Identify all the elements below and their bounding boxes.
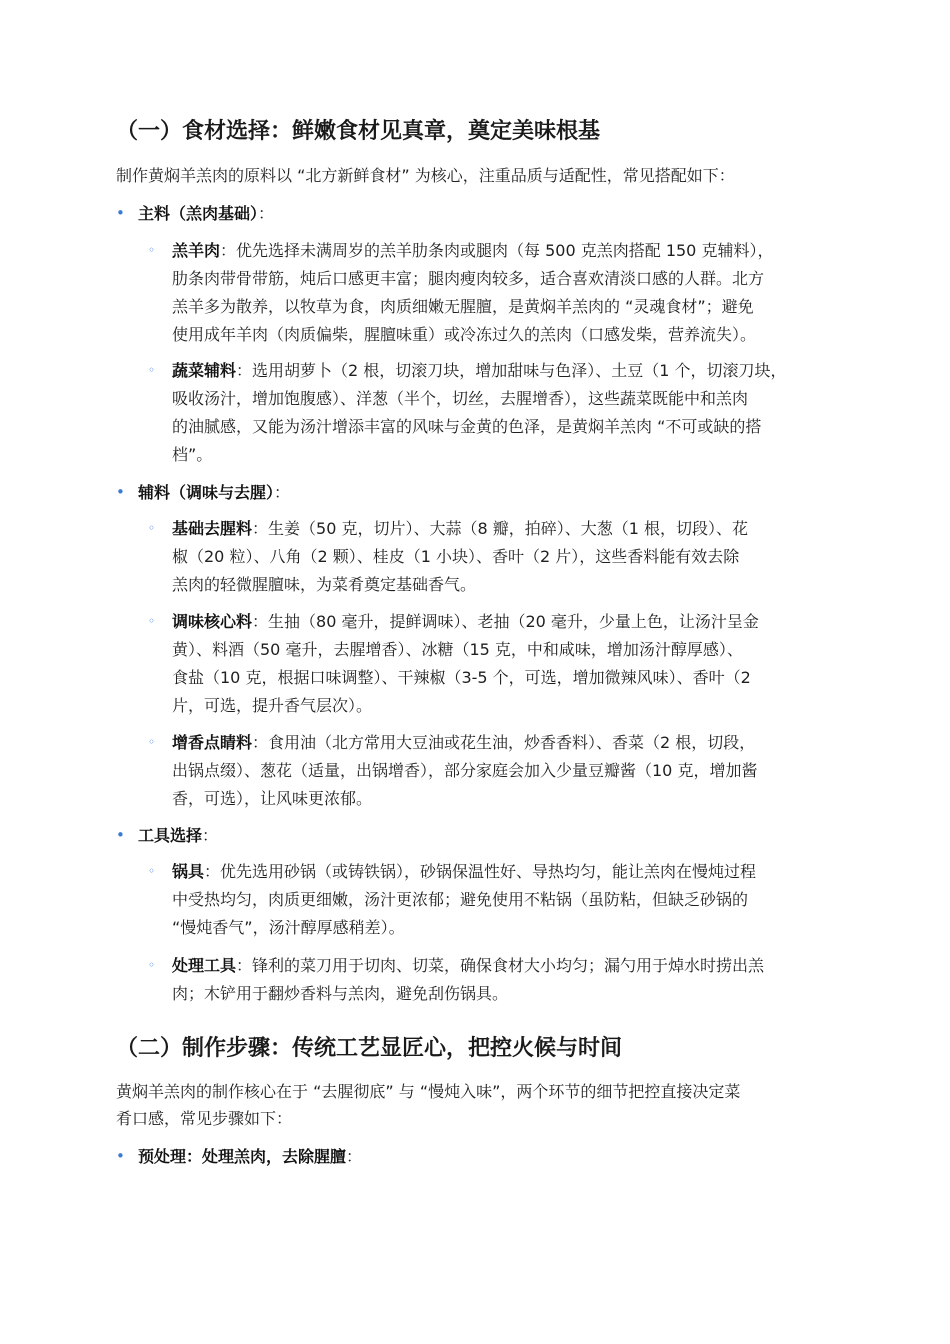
section1-heading: （一）食材选择：鲜嫩食材见真章，奠定美味根基 (116, 119, 601, 144)
bullet-tools-label: 工具选择 (138, 826, 203, 845)
bullet-dot-icon: • (116, 826, 125, 844)
sub-item-term: 基础去腥料 (172, 519, 253, 538)
sub-item-term: 处理工具 (172, 956, 237, 975)
circle-bullet-icon: ◦ (148, 958, 156, 972)
document-page: （一）食材选择：鲜嫩食材见真章，奠定美味根基 制作黄焖羊羔肉的原料以 “北方新鲜食材” 为核心，注重品质与适配性，常见搭配如下： • 主料（羔肉基础）： ◦ 羔羊肉：优先选择未满周岁的羔羊肋条肉或腿肉（每 500 克羔肉搭配 150 克辅料）， 肋条肉带骨带筋，炖后口感更丰富；腿肉瘦肉较多，适合喜欢清淡口感的人群。北方 羔羊多为散养，以牧草为食，肉质细嫩无腥膻，是黄焖羊羔肉的 “灵魂食材”；避免 使用成年羊肉（肉质偏柴，腥膻味重）或冷冻过久的羔肉（口感发柴，营养流失）。 ◦ 蔬菜辅料：选用胡萝卜（2 根，切滚刀块，增加甜味与色泽）、土豆（1 个，切滚刀块， 吸收汤汁，增加饱腹感）、洋葱（半个，切丝，去腥增香），这些蔬菜既能中和羔肉 的油腻感，又能为汤汁增添丰富的风味与金黄的色泽，是黄焖羊羔肉 “不可或缺的搭 档”。 • 辅料（调味与去腥）： ◦ 基础去腥料：生姜（50 克，切片）、大蒜（8 瓣，拍碎）、大葱（1 根，切段）、花 椒（20 粒）、八角（2 颗）、桂皮（1 小块）、香叶（2 片），这些香料能有效去除 羔肉的轻微腥膻味，为菜肴奠定基础香气。 ◦ 调味核心料：生抽（80 毫升，提鲜调味）、老抽（20 毫升，少量上色，让汤汁呈金 黄）、料酒（50 毫升，去腥增香）、冰糖（15 克，中和咸味，增加汤汁醇厚感）、 食盐（10 克，根据口味调整）、干辣椒（3-5 个，可选，增加微辣风味）、香叶（2 片，可选，提升香气层次）。 ◦ 增香点睛料：食用油（北方常用大豆油或花生油，炒香香料）、香菜（2 根，切段， 出锅点缀）、葱花（适量，出锅增香），部分家庭会加入少量豆瓣酱（10 克，增加酱 香，可选），让风味更浓郁。 • 工具选择： ◦ 锅具：优先选用砂锅（或铸铁锅），砂锅保温性好、导热均匀，能让羔肉在慢炖过程 中受热均匀，肉质更细嫩，汤汁更浓郁；避免使用不粘锅（虽防粘，但缺乏砂锅的 “慢炖香气”，汤汁醇厚感稍差）。 ◦ 处理工具：锋利的菜刀用于切肉、切菜，确保食材大小均匀；漏勺用于焯水时捞出羔 肉；木铲用于翻炒香料与羔肉，避免刮伤锅具。 （二）制作步骤：传统工艺显匠心，把控火候与时间 黄焖羊羔肉的制作核心在于 “去腥彻底” 与 “慢炖入味”，两个环节的细节把控直接决定菜 肴口感，常见步骤如下： • 预处理：处理羔肉，去除腥膻： (0, 0, 950, 1344)
sub-item-term: 增香点睛料 (172, 733, 253, 752)
circle-bullet-icon: ◦ (148, 363, 156, 377)
sub-item-term: 调味核心料 (172, 612, 253, 631)
bullet-dot-icon: • (116, 483, 125, 501)
sub-item-term: 羔羊肉 (172, 241, 221, 260)
bullet-main-label: 主料（羔肉基础） (138, 204, 259, 223)
sub-item-term: 蔬菜辅料 (172, 361, 237, 380)
circle-bullet-icon: ◦ (148, 864, 156, 878)
section2-intro: 黄焖羊羔肉的制作核心在于 “去腥彻底” 与 “慢炖入味”，两个环节的细节把控直接决定菜 肴口感，常见步骤如下： (116, 1082, 741, 1128)
bullet-dot-icon: • (116, 1147, 125, 1165)
bullet-aux-label: 辅料（调味与去腥） (138, 483, 275, 502)
sub-item-term: 锅具 (172, 862, 205, 881)
circle-bullet-icon: ◦ (148, 521, 156, 535)
circle-bullet-icon: ◦ (148, 735, 156, 749)
section1-intro: 制作黄焖羊羔肉的原料以 “北方新鲜食材” 为核心，注重品质与适配性，常见搭配如下： (116, 166, 735, 185)
bullet-dot-icon: • (116, 204, 125, 222)
circle-bullet-icon: ◦ (148, 614, 156, 628)
bullet-step1-label: 预处理：处理羔肉，去除腥膻 (138, 1147, 347, 1166)
section2-heading: （二）制作步骤：传统工艺显匠心，把控火候与时间 (116, 1036, 623, 1061)
circle-bullet-icon: ◦ (148, 243, 156, 257)
